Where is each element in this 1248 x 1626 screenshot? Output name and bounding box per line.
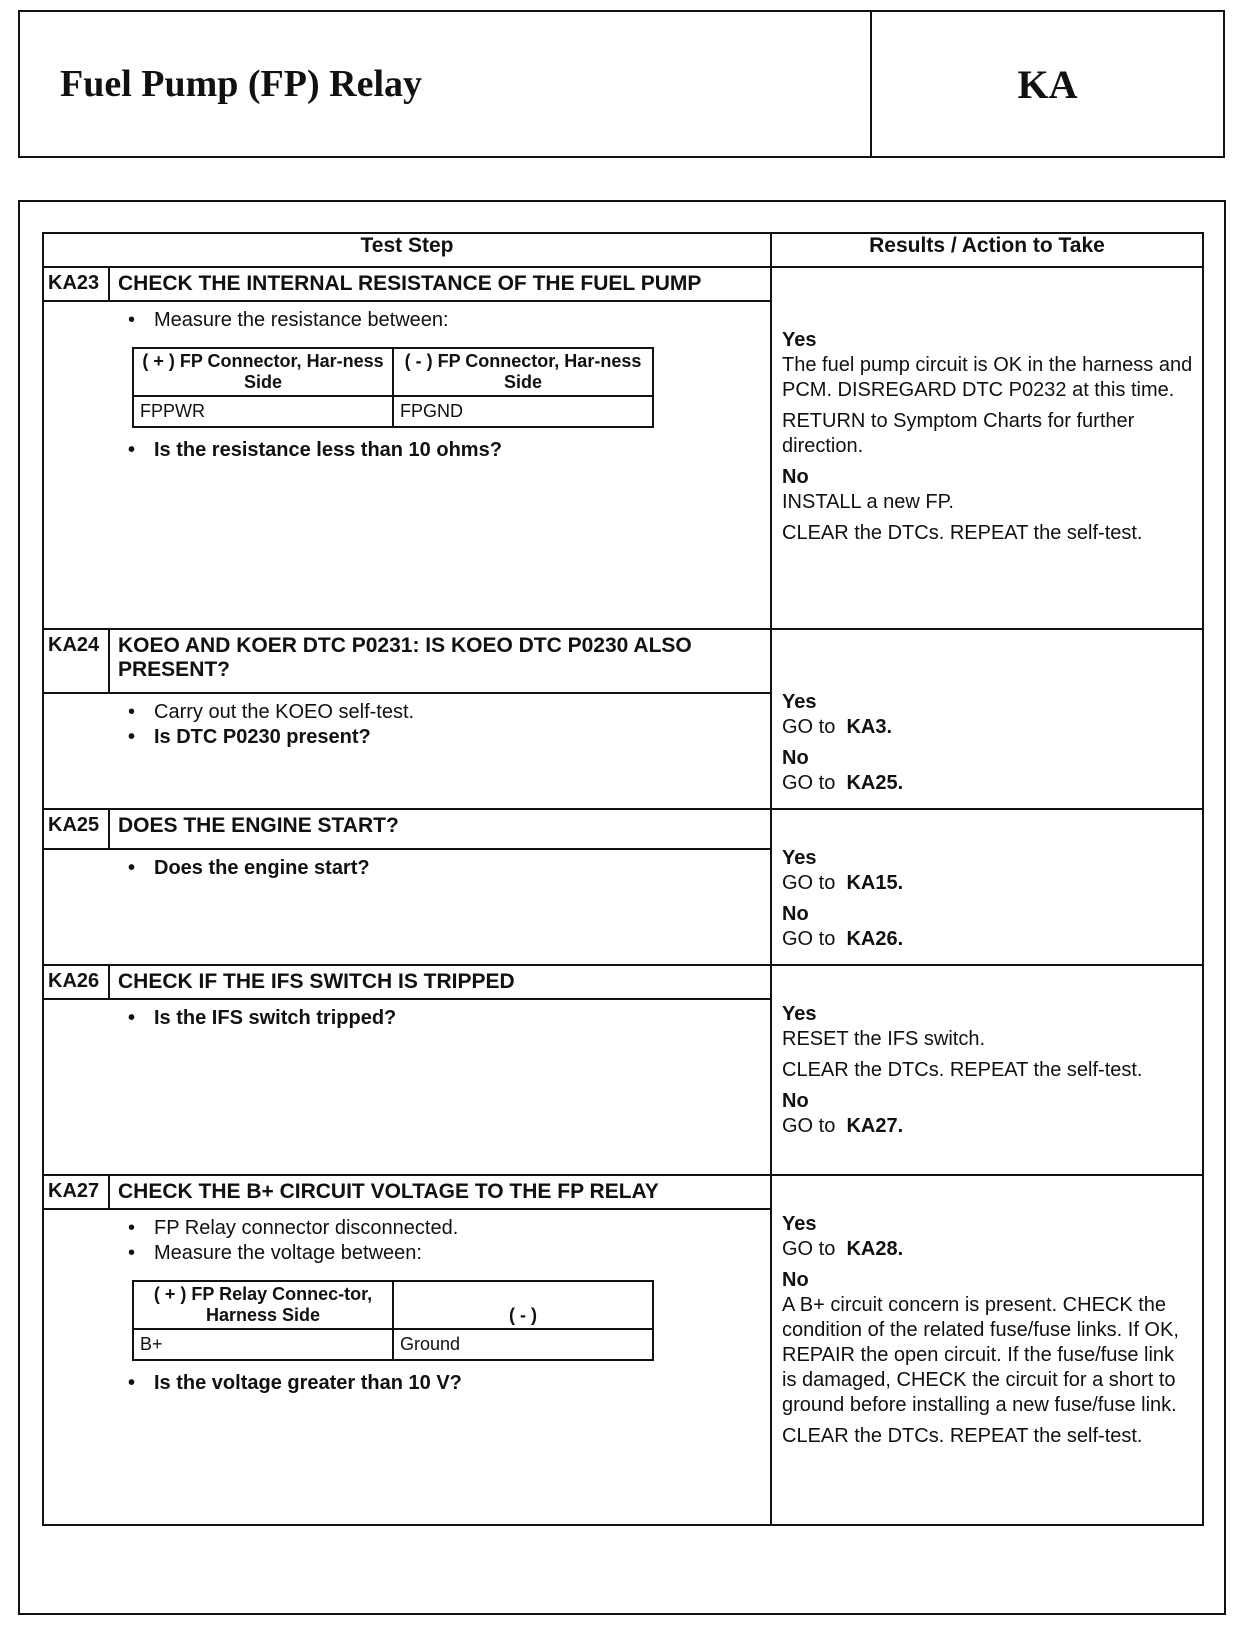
no-label: No bbox=[782, 903, 809, 925]
measurement-header: ( - ) FP Connector, Har-ness Side bbox=[393, 348, 653, 396]
step-id: KA25 bbox=[43, 809, 109, 849]
content-frame bbox=[18, 200, 1226, 1615]
step-bullet: • Measure the voltage between: bbox=[122, 1241, 760, 1266]
measurement-header: ( + ) FP Relay Connec-tor, Harness Side bbox=[133, 1281, 393, 1329]
step-title: KOEO AND KOER DTC P0231: IS KOEO DTC P0230 ALSO PRESENT? bbox=[109, 629, 771, 693]
no-text: CLEAR the DTCs. REPEAT the self-test. bbox=[782, 1425, 1143, 1447]
step-bullet: • Carry out the KOEO self-test. bbox=[122, 700, 760, 725]
step-id: KA27 bbox=[43, 1175, 109, 1209]
column-header-test-step: Test Step bbox=[43, 233, 771, 267]
step-link[interactable]: KA26. bbox=[846, 928, 904, 950]
no-label: No bbox=[782, 1090, 809, 1112]
go-to-text: GO to bbox=[782, 872, 836, 894]
step-title: CHECK IF THE IFS SWITCH IS TRIPPED bbox=[109, 965, 771, 999]
step-link[interactable]: KA27. bbox=[846, 1115, 904, 1137]
yes-text: CLEAR the DTCs. REPEAT the self-test. bbox=[782, 1059, 1143, 1081]
step-question: • Is the voltage greater than 10 V? bbox=[122, 1371, 760, 1396]
step-body bbox=[43, 1209, 771, 1525]
test-step-table bbox=[42, 232, 1204, 1526]
step-question: • Is the IFS switch tripped? bbox=[122, 1006, 760, 1031]
step-id: KA23 bbox=[43, 267, 109, 301]
step-bullet: • FP Relay connector disconnected. bbox=[122, 1216, 760, 1241]
step-body bbox=[43, 693, 771, 809]
go-to-text: GO to bbox=[782, 772, 836, 794]
yes-text: RETURN to Symptom Charts for further direction. bbox=[782, 410, 1135, 457]
step-title: DOES THE ENGINE START? bbox=[109, 809, 771, 849]
measurement-header: ( - ) bbox=[393, 1281, 653, 1329]
go-to-text: GO to bbox=[782, 1115, 836, 1137]
step-link[interactable]: KA3. bbox=[846, 716, 893, 738]
measurement-cell: B+ bbox=[133, 1329, 393, 1360]
step-question: • Is DTC P0230 present? bbox=[122, 725, 760, 750]
measurement-cell: FPGND bbox=[393, 396, 653, 427]
table-row bbox=[43, 809, 1203, 849]
step-body bbox=[43, 999, 771, 1175]
no-label: No bbox=[782, 747, 809, 769]
measurement-cell: FPPWR bbox=[133, 396, 393, 427]
page-header bbox=[18, 10, 1225, 158]
step-results bbox=[771, 965, 1203, 1175]
step-bullet: • Measure the resistance between: bbox=[122, 308, 760, 333]
step-link[interactable]: KA28. bbox=[846, 1238, 904, 1260]
no-text: INSTALL a new FP. bbox=[782, 491, 954, 513]
step-link[interactable]: KA15. bbox=[846, 872, 904, 894]
measurement-table bbox=[132, 347, 654, 428]
no-text: CLEAR the DTCs. REPEAT the self-test. bbox=[782, 522, 1143, 544]
go-to-text: GO to bbox=[782, 1238, 836, 1260]
step-id: KA24 bbox=[43, 629, 109, 693]
go-to-text: GO to bbox=[782, 928, 836, 950]
step-question: • Is the resistance less than 10 ohms? bbox=[122, 438, 760, 463]
step-title: CHECK THE INTERNAL RESISTANCE OF THE FUEL PUMP bbox=[109, 267, 771, 301]
yes-text: RESET the IFS switch. bbox=[782, 1028, 986, 1050]
table-row bbox=[43, 1175, 1203, 1209]
step-question: • Does the engine start? bbox=[122, 856, 760, 881]
yes-label: Yes bbox=[782, 691, 817, 713]
no-label: No bbox=[782, 1269, 809, 1291]
yes-label: Yes bbox=[782, 1213, 817, 1235]
yes-text: The fuel pump circuit is OK in the harness and PCM. DISREGARD DTC P0232 at this time. bbox=[782, 354, 1193, 401]
measurement-cell: Ground bbox=[393, 1329, 653, 1360]
page-title: Fuel Pump (FP) Relay bbox=[20, 12, 872, 156]
yes-label: Yes bbox=[782, 847, 817, 869]
no-text: A B+ circuit concern is present. CHECK the condition of the related fuse/fuse links. If OK, REPAIR the open circuit. If the fuse/fuse link is damaged, CHECK the circuit for a short to ground before installing a new fuse/fuse link. bbox=[782, 1294, 1179, 1416]
measurement-header: ( + ) FP Connector, Har-ness Side bbox=[133, 348, 393, 396]
table-row bbox=[43, 965, 1203, 999]
no-label: No bbox=[782, 466, 809, 488]
table-row bbox=[43, 629, 1203, 693]
step-results bbox=[771, 267, 1203, 629]
yes-label: Yes bbox=[782, 1003, 817, 1025]
measurement-table bbox=[132, 1280, 654, 1361]
table-row bbox=[43, 267, 1203, 301]
column-header-results: Results / Action to Take bbox=[771, 233, 1203, 267]
step-body bbox=[43, 301, 771, 629]
step-body bbox=[43, 849, 771, 965]
step-results bbox=[771, 809, 1203, 965]
yes-label: Yes bbox=[782, 329, 817, 351]
step-results bbox=[771, 629, 1203, 809]
step-results bbox=[771, 1175, 1203, 1525]
step-title: CHECK THE B+ CIRCUIT VOLTAGE TO THE FP RELAY bbox=[109, 1175, 771, 1209]
step-id: KA26 bbox=[43, 965, 109, 999]
go-to-text: GO to bbox=[782, 716, 836, 738]
section-code: KA bbox=[1017, 61, 1078, 107]
step-link[interactable]: KA25. bbox=[846, 772, 904, 794]
